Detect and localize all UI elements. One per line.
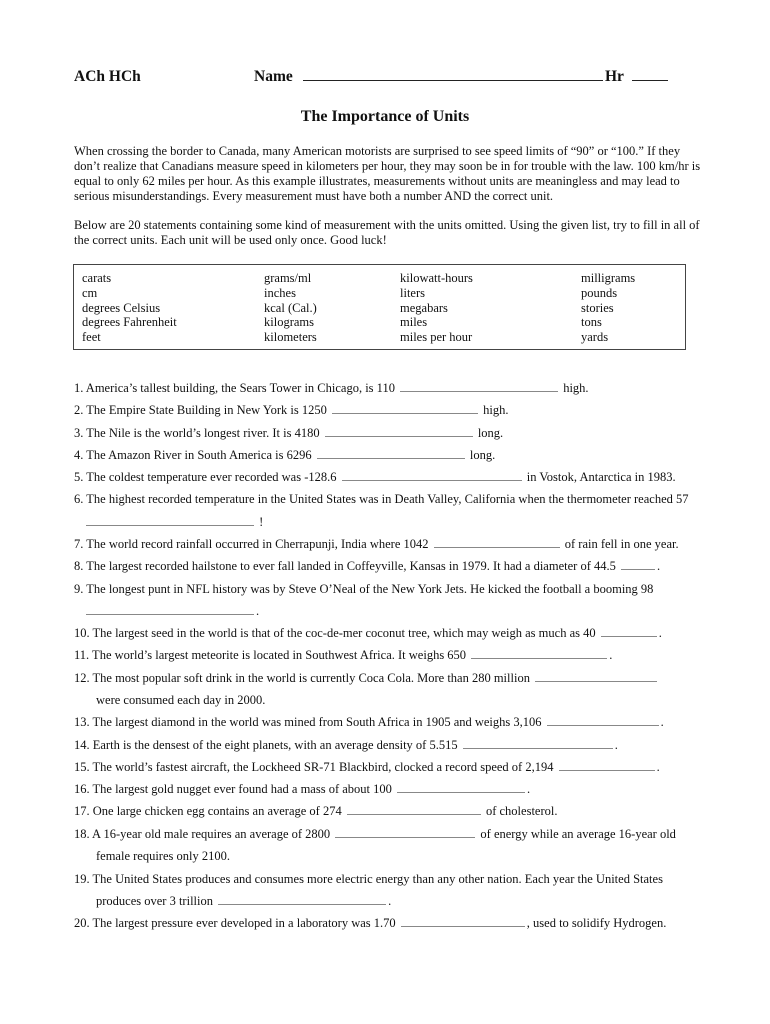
question-3 xyxy=(74,426,503,441)
unit-item: kilograms xyxy=(264,315,314,330)
question-13 xyxy=(74,715,664,730)
question-text: 7. The world record rainfall occurred in Cherrapunji, India where 1042 xyxy=(74,537,429,551)
question-text: 9. The longest punt in NFL history was by Steve O’Neal of the New York Jets. He kicked the football a booming 98 xyxy=(74,582,654,596)
answer-blank[interactable] xyxy=(535,680,657,682)
unit-item: pounds xyxy=(581,285,618,300)
question-text: , used to solidify Hydrogen. xyxy=(526,916,667,930)
question-text: . xyxy=(656,559,661,573)
question-20 xyxy=(74,916,666,931)
answer-blank[interactable] xyxy=(401,925,525,927)
answer-blank[interactable] xyxy=(471,657,607,659)
question-text: 12. The most popular soft drink in the world is currently Coca Cola. More than 280 million xyxy=(74,671,530,685)
question-10 xyxy=(74,626,662,641)
question-text: 16. The largest gold nugget ever found had a mass of about 100 xyxy=(74,782,392,796)
question-text: 18. A 16-year old male requires an average of 2800 xyxy=(74,827,331,841)
question-text: high. xyxy=(483,403,509,417)
question-19 xyxy=(74,872,663,887)
answer-blank[interactable] xyxy=(218,903,386,905)
name-blank[interactable] xyxy=(303,80,603,81)
question-text: 2. The Empire State Building in New York is 1250 xyxy=(74,403,327,417)
answer-blank[interactable] xyxy=(335,836,475,838)
question-14 xyxy=(74,738,618,753)
answer-blank[interactable] xyxy=(400,390,558,392)
course-label: ACh HCh xyxy=(74,68,141,85)
unit-item: degrees Fahrenheit xyxy=(82,315,177,330)
question-17 xyxy=(74,804,557,819)
question-1 xyxy=(74,381,589,396)
question-9-continued xyxy=(84,604,259,619)
question-text: . xyxy=(609,648,613,662)
question-text: . xyxy=(256,604,260,618)
question-text: ! xyxy=(259,515,264,529)
units-column-1 xyxy=(82,271,177,345)
question-2 xyxy=(74,403,509,418)
unit-item: degrees Celsius xyxy=(82,300,161,315)
question-text: 19. The United States produces and consumes more electric energy than any other nation. Each year the United States xyxy=(74,872,663,886)
question-9 xyxy=(74,582,653,597)
question-15 xyxy=(74,760,660,775)
question-text: high. xyxy=(563,381,589,395)
hr-field[interactable] xyxy=(605,68,668,86)
unit-item: kcal (Cal.) xyxy=(264,300,317,315)
units-column-3 xyxy=(400,271,473,345)
question-6 xyxy=(74,492,689,507)
unit-item: kilometers xyxy=(264,330,317,345)
question-text: 1. America’s tallest building, the Sears Tower in Chicago, is 110 xyxy=(74,381,395,395)
question-text: long. xyxy=(469,448,496,462)
answer-blank[interactable] xyxy=(559,769,655,771)
answer-blank[interactable] xyxy=(463,747,613,749)
unit-item: stories xyxy=(581,300,614,315)
question-12-continued xyxy=(96,693,265,708)
answer-blank[interactable] xyxy=(397,791,525,793)
unit-item: kilowatt-hours xyxy=(400,271,473,285)
hr-blank[interactable] xyxy=(632,80,668,81)
question-text: 3. The Nile is the world’s longest river. It is 4180 xyxy=(74,426,320,440)
question-text: . xyxy=(388,894,392,908)
question-text: 11. The world’s largest meteorite is located in Southwest Africa. It weighs 650 xyxy=(74,648,467,662)
units-column-2 xyxy=(264,271,317,345)
answer-blank[interactable] xyxy=(332,412,478,414)
answer-blank[interactable] xyxy=(325,435,473,437)
name-label: Name xyxy=(254,68,293,85)
question-text: 20. The largest pressure ever developed in a laboratory was 1.70 xyxy=(74,916,396,930)
question-text: 4. The Amazon River in South America is 6296 xyxy=(74,448,312,462)
question-text: were consumed each day in 2000. xyxy=(96,693,266,707)
question-text: 5. The coldest temperature ever recorded was -128.6 xyxy=(74,470,337,484)
unit-item: liters xyxy=(400,285,425,300)
question-18-continued xyxy=(96,849,230,864)
answer-blank[interactable] xyxy=(601,635,657,637)
instructions-paragraph: Below are 20 statements containing some kind of measurement with the units omitted. Using the given list, try to fill in all of the correct units. Each unit will be used only once. Good luck! xyxy=(74,218,700,247)
question-text: of energy while an average 16-year old xyxy=(480,827,676,841)
question-text: . xyxy=(658,626,662,640)
unit-item: cm xyxy=(82,285,98,300)
intro-paragraph: When crossing the border to Canada, many American motorists are surprised to see speed limits of “90” or “100.” If they don’t realize that Canadians measure speed in kilometers per hour, they may soon be in for trouble with the law. 100 km/hr is equal to only 62 miles per hour. As this example illustrates, measurements without units are meaningless and may lead to serious misunderstandings. Every measurement must have both a number AND the correct unit. xyxy=(74,144,701,203)
answer-blank[interactable] xyxy=(317,457,465,459)
page-title: The Importance of Units xyxy=(300,108,470,125)
question-text: 10. The largest seed in the world is that of the coc-de-mer coconut tree, which may weigh as much as 40 xyxy=(74,626,596,640)
question-16 xyxy=(74,782,530,797)
question-8 xyxy=(74,559,660,574)
question-text: 8. The largest recorded hailstone to ever fall landed in Coffeyville, Kansas in 1979. It had a diameter of 44.5 xyxy=(74,559,616,573)
question-11 xyxy=(74,648,612,663)
question-7 xyxy=(74,537,679,552)
unit-item: feet xyxy=(82,330,101,345)
question-text: . xyxy=(527,782,531,796)
unit-item: miles xyxy=(400,315,428,330)
unit-item: milligrams xyxy=(581,271,636,285)
unit-item: inches xyxy=(264,285,296,300)
question-text: long. xyxy=(477,426,504,440)
answer-blank[interactable] xyxy=(86,613,254,615)
unit-item: yards xyxy=(581,330,609,345)
unit-item: carats xyxy=(82,271,112,285)
question-text: . xyxy=(660,715,664,729)
unit-item: miles per hour xyxy=(400,330,473,345)
question-text: 6. The highest recorded temperature in the United States was in Death Valley, California when the thermometer reached 57 xyxy=(74,492,689,506)
answer-blank[interactable] xyxy=(434,546,560,548)
question-text: produces over 3 trillion xyxy=(96,894,213,908)
question-12 xyxy=(74,671,659,686)
answer-blank[interactable] xyxy=(621,568,655,570)
question-4 xyxy=(74,448,495,463)
hr-label: Hr xyxy=(605,68,624,85)
question-text: . xyxy=(614,738,618,752)
question-text: 17. One large chicken egg contains an average of 274 xyxy=(74,804,342,818)
units-word-bank xyxy=(73,264,686,350)
question-19-continued xyxy=(96,894,391,909)
answer-blank[interactable] xyxy=(547,724,659,726)
name-field[interactable] xyxy=(254,68,603,86)
question-5 xyxy=(74,470,676,485)
answer-blank[interactable] xyxy=(86,524,254,526)
answer-blank[interactable] xyxy=(347,813,481,815)
question-6-continued xyxy=(84,515,263,530)
question-text: 15. The world’s fastest aircraft, the Lockheed SR-71 Blackbird, clocked a record speed of 2,194 xyxy=(74,760,554,774)
question-text: of cholesterol. xyxy=(485,804,558,818)
question-text: of rain fell in one year. xyxy=(564,537,679,551)
question-text: 13. The largest diamond in the world was mined from South Africa in 1905 and weighs 3,106 xyxy=(74,715,542,729)
question-text: in Vostok, Antarctica in 1983. xyxy=(526,470,676,484)
answer-blank[interactable] xyxy=(342,479,522,481)
question-text: female requires only 2100. xyxy=(96,849,230,863)
question-text: 14. Earth is the densest of the eight planets, with an average density of 5.515 xyxy=(74,738,458,752)
unit-item: tons xyxy=(581,315,602,330)
units-column-4 xyxy=(581,271,635,345)
unit-item: grams/ml xyxy=(264,271,312,285)
question-18 xyxy=(74,827,676,842)
unit-item: megabars xyxy=(400,300,448,315)
question-text: . xyxy=(656,760,660,774)
